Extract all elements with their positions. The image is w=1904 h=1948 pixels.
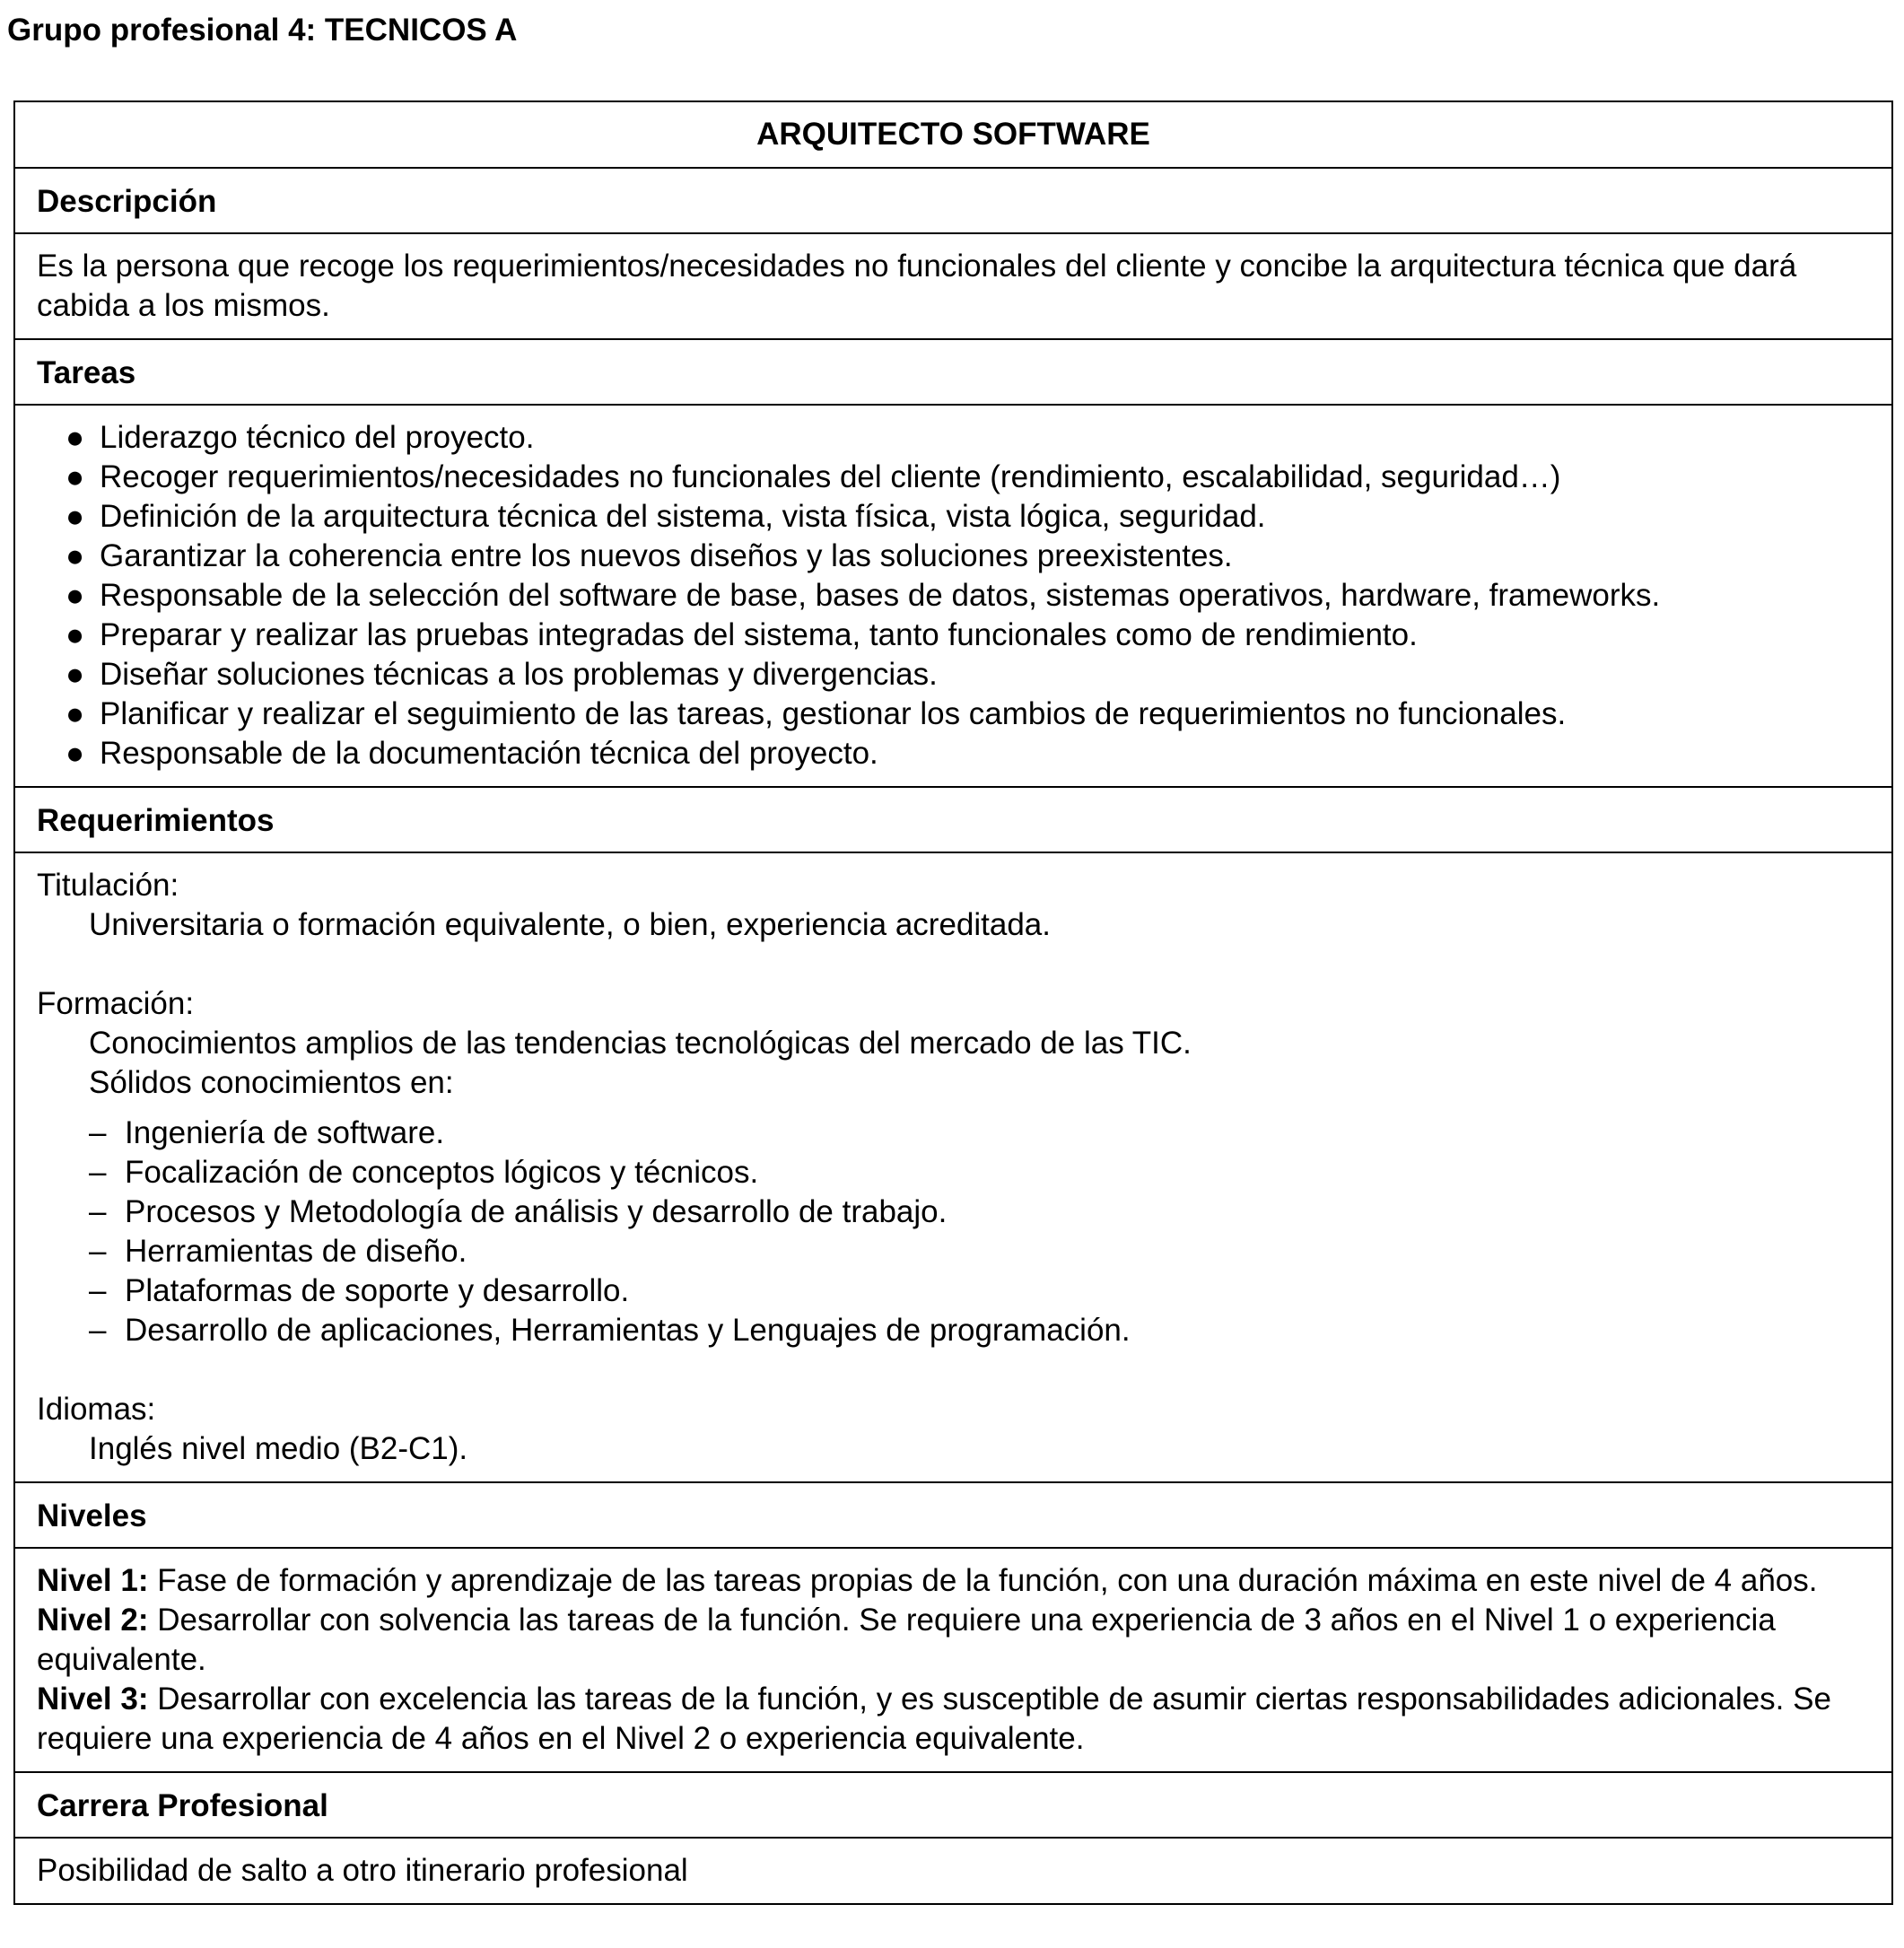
tareas-content: [15, 404, 1891, 786]
list-item: [66, 576, 1870, 616]
descripcion-text: Es la persona que recoge los requerimientos/necesidades no funcionales del cliente y concibe la arquitectura técnica que dará cabida a los mismos.: [37, 249, 1797, 323]
list-item: [89, 1114, 1870, 1153]
tareas-header: Tareas: [15, 338, 1891, 404]
bullet-icon: ●: [66, 499, 85, 534]
table-title: ARQUITECTO SOFTWARE: [756, 117, 1150, 152]
nivel-1: [37, 1561, 1870, 1601]
carrera-content: [15, 1837, 1891, 1903]
list-item-text: Herramientas de diseño.: [125, 1234, 467, 1269]
dash-icon: –: [89, 1115, 107, 1150]
page-heading: Grupo profesional 4: TECNICOS A: [7, 13, 518, 48]
list-item-text: Garantizar la coherencia entre los nuevos diseños y las soluciones preexistentes.: [100, 538, 1233, 573]
dash-icon: –: [89, 1155, 107, 1190]
nivel-2: [37, 1601, 1870, 1680]
list-item-text: Ingeniería de software.: [125, 1115, 445, 1150]
titulacion-label: Titulación:: [37, 868, 179, 903]
niveles-header: Niveles: [15, 1481, 1891, 1547]
idiomas-label: Idiomas:: [37, 1392, 156, 1427]
list-item: [66, 616, 1870, 655]
list-item: [66, 694, 1870, 734]
nivel-1-label: Nivel 1:: [37, 1563, 149, 1598]
list-item-text: Planificar y realizar el seguimiento de las tareas, gestionar los cambios de requerimientos no funcionales.: [100, 696, 1567, 731]
list-item-text: Desarrollo de aplicaciones, Herramientas y Lenguajes de programación.: [125, 1313, 1131, 1348]
list-item: [66, 458, 1870, 497]
job-description-table: [13, 100, 1893, 1905]
nivel-2-text: Desarrollar con solvencia las tareas de la función. Se requiere una experiencia de 3 años en el Nivel 1 o experiencia equivalente.: [37, 1603, 1776, 1677]
list-item-text: Responsable de la documentación técnica del proyecto.: [100, 736, 878, 771]
list-item: [89, 1271, 1870, 1311]
descripcion-content: [15, 232, 1891, 338]
nivel-3-text: Desarrollar con excelencia las tareas de la función, y es susceptible de asumir ciertas responsabilidades adicionales. Se requiere una experiencia de 4 años en el Nivel 2 o experiencia equivalente.: [37, 1682, 1831, 1756]
nivel-3: [37, 1680, 1870, 1759]
list-item: [66, 734, 1870, 773]
list-item: [89, 1192, 1870, 1232]
bullet-icon: ●: [66, 538, 85, 573]
formacion-list: [37, 1114, 1870, 1350]
dash-icon: –: [89, 1273, 107, 1308]
bullet-icon: ●: [66, 696, 85, 731]
list-item-text: Definición de la arquitectura técnica del sistema, vista física, vista lógica, seguridad.: [100, 499, 1266, 534]
list-item-text: Diseñar soluciones técnicas a los problemas y divergencias.: [100, 657, 938, 692]
nivel-2-label: Nivel 2:: [37, 1603, 149, 1638]
list-item-text: Procesos y Metodología de análisis y desarrollo de trabajo.: [125, 1194, 948, 1229]
list-item: [66, 537, 1870, 576]
list-item-text: Responsable de la selección del software de base, bases de datos, sistemas operativos, hardware, frameworks.: [100, 578, 1661, 613]
list-item-text: Focalización de conceptos lógicos y técnicos.: [125, 1155, 759, 1190]
titulacion-value: Universitaria o formación equivalente, o bien, experiencia acreditada.: [89, 907, 1051, 942]
bullet-icon: ●: [66, 578, 85, 613]
idiomas-value: Inglés nivel medio (B2-C1).: [89, 1431, 468, 1466]
list-item: [89, 1232, 1870, 1271]
carrera-text: Posibilidad de salto a otro itinerario profesional: [37, 1853, 688, 1888]
list-item: [89, 1153, 1870, 1192]
bullet-icon: ●: [66, 420, 85, 455]
list-item-text: Preparar y realizar las pruebas integradas del sistema, tanto funcionales como de rendimiento.: [100, 617, 1418, 652]
list-item: [66, 655, 1870, 694]
dash-icon: –: [89, 1313, 107, 1348]
nivel-3-label: Nivel 3:: [37, 1682, 149, 1717]
spacer: [37, 945, 1870, 984]
tareas-list: [37, 418, 1870, 773]
bullet-icon: ●: [66, 617, 85, 652]
list-item: [66, 497, 1870, 537]
formacion-line-1: Conocimientos amplios de las tendencias tecnológicas del mercado de las TIC.: [89, 1026, 1192, 1061]
list-item: [89, 1311, 1870, 1350]
bullet-icon: ●: [66, 459, 85, 494]
spacer: [37, 1350, 1870, 1390]
list-item-text: Liderazgo técnico del proyecto.: [100, 420, 535, 455]
requerimientos-header: Requerimientos: [15, 786, 1891, 852]
descripcion-header: Descripción: [15, 167, 1891, 232]
formacion-line-2: Sólidos conocimientos en:: [89, 1065, 454, 1100]
list-item-text: Plataformas de soporte y desarrollo.: [125, 1273, 630, 1308]
list-item: [66, 418, 1870, 458]
requerimientos-content: [15, 852, 1891, 1481]
nivel-1-text: Fase de formación y aprendizaje de las tareas propias de la función, con una duración máxima en este nivel de 4 años.: [148, 1563, 1818, 1598]
bullet-icon: ●: [66, 736, 85, 771]
bullet-icon: ●: [66, 657, 85, 692]
dash-icon: –: [89, 1194, 107, 1229]
carrera-header: Carrera Profesional: [15, 1771, 1891, 1837]
formacion-label: Formación:: [37, 986, 195, 1021]
dash-icon: –: [89, 1234, 107, 1269]
niveles-content: [15, 1547, 1891, 1771]
list-item-text: Recoger requerimientos/necesidades no funcionales del cliente (rendimiento, escalabilidad, seguridad…): [100, 459, 1561, 494]
